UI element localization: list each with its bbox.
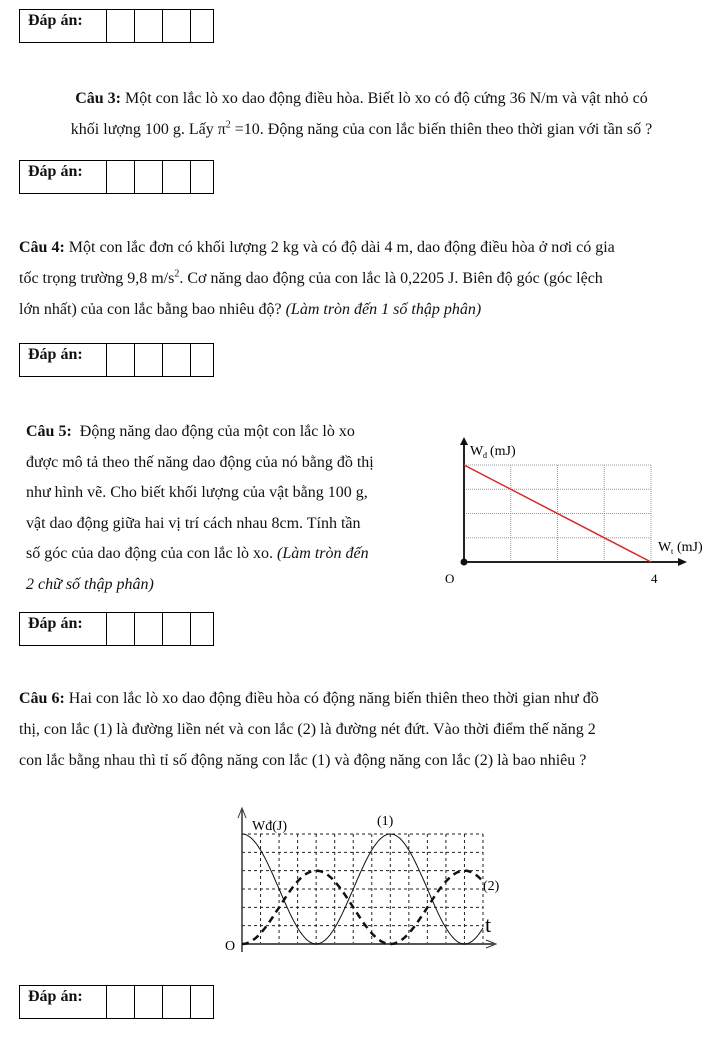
question-text: . Cơ năng dao động của con lắc là 0,2205 J. Biên độ góc (góc lệch bbox=[179, 270, 603, 287]
answer-label: Đáp án: bbox=[20, 161, 107, 193]
question-text: Hai con lắc lò xo dao động điều hòa có động năng biến thiên theo thời gian như đồ bbox=[64, 690, 599, 707]
answer-box-cau2 bbox=[19, 9, 214, 43]
question-label: Câu 5: bbox=[26, 423, 72, 440]
question-text: thị, con lắc (1) là đường liền nét và con lắc (2) là đường nét đứt. Vào thời điểm thế năng 2 bbox=[19, 721, 596, 738]
question-4-line-1 bbox=[19, 232, 723, 263]
origin-label: O bbox=[445, 571, 455, 586]
answer-cell[interactable] bbox=[191, 344, 213, 376]
question-3 bbox=[0, 83, 723, 145]
origin-label: O bbox=[225, 939, 236, 954]
answer-cell[interactable] bbox=[163, 986, 191, 1018]
question-text: Một con lắc lò xo dao động điều hòa. Biết lò xo có độ cứng 36 N/m và vật nhỏ có bbox=[120, 90, 648, 107]
superscript: 2 bbox=[174, 268, 180, 280]
answer-cell[interactable] bbox=[163, 161, 191, 193]
answer-label: Đáp án: bbox=[20, 10, 107, 42]
answer-label: Đáp án: bbox=[20, 613, 107, 645]
answer-box-cau6 bbox=[19, 985, 214, 1019]
question-6 bbox=[19, 683, 723, 776]
answer-cell[interactable] bbox=[135, 613, 163, 645]
answer-cell[interactable] bbox=[163, 613, 191, 645]
grid bbox=[242, 834, 483, 944]
y-axis-arrow bbox=[460, 437, 468, 445]
question-text: =10. Động năng của con lắc biến thiên theo thời gian với tần số ? bbox=[230, 121, 653, 138]
x-axis-label: t bbox=[485, 912, 492, 937]
y-axis-label-main: W bbox=[470, 444, 484, 459]
answer-cell[interactable] bbox=[107, 986, 135, 1018]
answer-box-cau4 bbox=[19, 343, 214, 377]
rounding-note: (Làm tròn đến bbox=[277, 545, 369, 562]
rounding-note: 2 chữ số thập phân) bbox=[26, 575, 154, 593]
answer-cell[interactable] bbox=[107, 613, 135, 645]
question-5-line-1 bbox=[26, 417, 446, 448]
question-6-line-1 bbox=[19, 683, 723, 714]
x-axis-label-sub: t bbox=[671, 547, 674, 556]
x-axis-unit: (mJ) bbox=[677, 540, 703, 555]
answer-cell[interactable] bbox=[135, 344, 163, 376]
answer-cell[interactable] bbox=[191, 986, 213, 1018]
answer-box-cau5 bbox=[19, 612, 214, 646]
question-text: lớn nhất) của con lắc bằng bao nhiêu độ? bbox=[19, 301, 286, 318]
answer-cell[interactable] bbox=[191, 613, 213, 645]
answer-label: Đáp án: bbox=[20, 986, 107, 1018]
question-3-line-2 bbox=[0, 114, 723, 145]
answer-cell[interactable] bbox=[191, 161, 213, 193]
question-text: như hình vẽ. Cho biết khối lượng của vật bằng 100 g, bbox=[26, 484, 368, 501]
question-text: Một con lắc đơn có khối lượng 2 kg và có độ dài 4 m, dao động điều hòa ở nơi có gia bbox=[64, 239, 615, 256]
question-label: Câu 3: bbox=[75, 90, 121, 107]
answer-cell[interactable] bbox=[107, 161, 135, 193]
answer-cell[interactable] bbox=[135, 986, 163, 1018]
answer-cell[interactable] bbox=[135, 10, 163, 42]
question-4 bbox=[19, 232, 723, 325]
question-text: được mô tả theo thế năng dao động của nó bằng đồ thị bbox=[26, 453, 374, 471]
answer-cell[interactable] bbox=[135, 161, 163, 193]
answer-cell[interactable] bbox=[163, 10, 191, 42]
question-text: vật dao động giữa hai vị trí cách nhau 8cm. Tính tần bbox=[26, 514, 361, 532]
answer-cell[interactable] bbox=[107, 10, 135, 42]
x-axis-label-main: W bbox=[658, 540, 672, 555]
answer-cell[interactable] bbox=[107, 344, 135, 376]
question-4-line-2 bbox=[19, 263, 723, 294]
origin-dot bbox=[461, 559, 468, 566]
series-label-2: (2) bbox=[483, 879, 500, 894]
x-tick-label: 4 bbox=[651, 571, 658, 586]
kinetic-energy-time-chart-cau6 bbox=[220, 780, 510, 970]
question-5 bbox=[26, 417, 446, 600]
answer-cell[interactable] bbox=[163, 344, 191, 376]
rounding-note: (Làm tròn đến 1 số thập phân) bbox=[285, 301, 482, 318]
y-axis-label-sub: đ bbox=[483, 451, 487, 460]
question-text: tốc trọng trường 9,8 m/s bbox=[19, 270, 175, 287]
question-5-line-5 bbox=[26, 539, 446, 570]
question-4-line-3 bbox=[19, 294, 723, 325]
y-axis-unit: (mJ) bbox=[490, 444, 516, 459]
energy-chart-cau5 bbox=[440, 425, 723, 595]
question-text: Động năng dao động của một con lắc lò xo bbox=[71, 423, 355, 440]
answer-cell[interactable] bbox=[191, 10, 213, 42]
answer-label: Đáp án: bbox=[20, 344, 107, 376]
series-label-1: (1) bbox=[377, 814, 394, 829]
question-3-line-1 bbox=[0, 83, 723, 114]
y-axis-label: Wđ(J) bbox=[252, 819, 287, 834]
superscript: 2 bbox=[225, 119, 231, 131]
x-axis-arrow bbox=[678, 558, 687, 566]
question-text: khối lượng 100 g. Lấy π bbox=[70, 121, 226, 138]
answer-box-cau3 bbox=[19, 160, 214, 194]
question-text: con lắc bằng nhau thì tỉ số động năng con lắc (1) và động năng con lắc (2) là bao nhiêu ? bbox=[19, 752, 587, 769]
question-label: Câu 6: bbox=[19, 690, 65, 707]
question-text: số góc của dao động của con lắc lò xo. bbox=[26, 545, 278, 562]
question-label: Câu 4: bbox=[19, 239, 65, 256]
